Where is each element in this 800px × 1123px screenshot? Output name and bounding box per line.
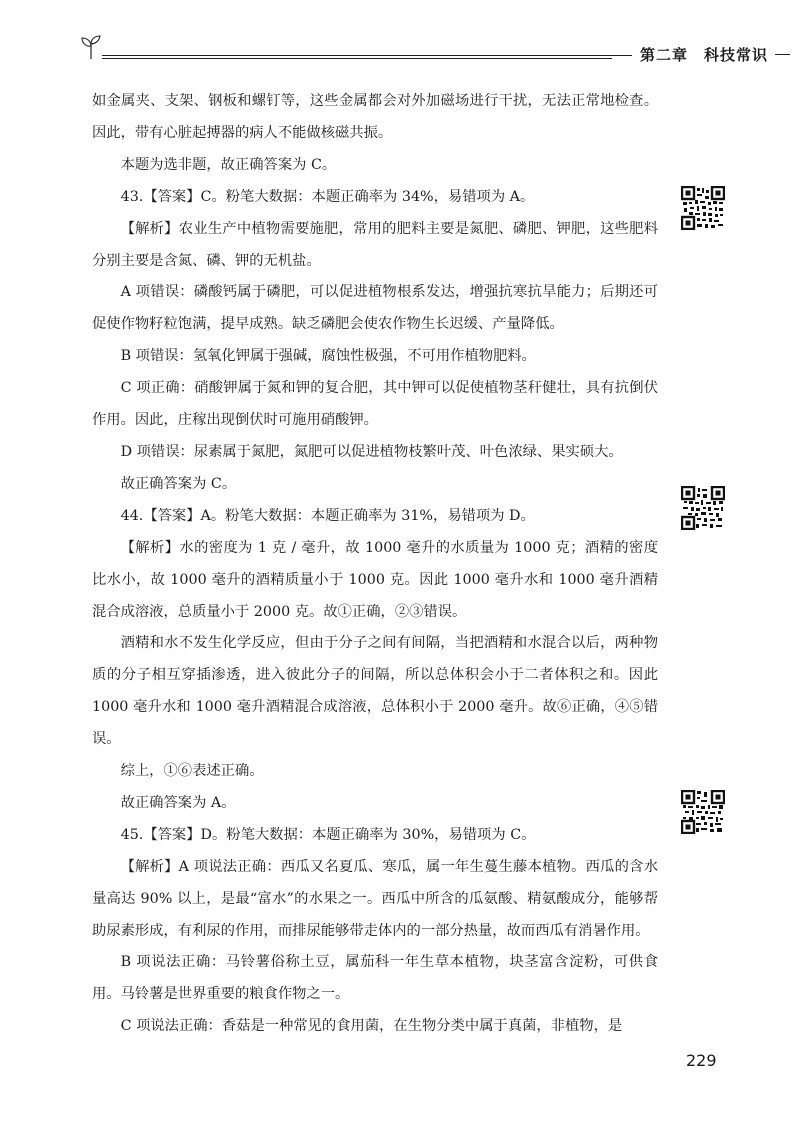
paragraph: 故正确答案为 C。 — [120, 475, 237, 492]
chapter-number: 第二章 — [640, 46, 689, 64]
answer-line-45: 45.【答案】D。粉笔大数据：本题正确率为 30%，易错项为 C。 — [120, 826, 536, 843]
analysis-45: 【解析】A 项说法正确：西瓜又名夏瓜、寒瓜，属一年生蔓生藤本植物。西瓜的含水量高达 90% 以上，是最“富水”的水果之一。西瓜中所含的瓜氨酸、精氨酸成分，能够帮助尿素形成，有利尿的作用，而排尿能够带走体内的一部分热量，故而西瓜有消暑作用。 — [92, 858, 658, 939]
qr-code-graphic — [681, 186, 725, 230]
paragraph: 酒精和水不发生化学反应，但由于分子之间有间隔，当把酒精和水混合以后，两种物质的分子相互穿插渗透，进入彼此分子的间隔，所以总体积会小于二者体积之和。因此 1000 毫升水和 1000 毫升酒精混合成溶液，总体积小于 2000 毫升。故⑥正确，④⑤错误。 — [92, 635, 658, 748]
paragraph: C 项正确：硝酸钾属于氮和钾的复合肥，其中钾可以促使植物茎秆健壮，具有抗倒伏作用。因此，庄稼出现倒伏时可施用硝酸钾。 — [92, 380, 658, 429]
qr-code-icon[interactable] — [681, 790, 725, 834]
answer-explanations — [92, 86, 658, 1043]
qr-code-graphic — [681, 486, 725, 530]
paragraph: B 项错误：氢氧化钾属于强碱，腐蚀性极强，不可用作植物肥料。 — [120, 348, 536, 365]
paragraph: B 项说法正确：马铃薯俗称土豆，属茄科一年生草本植物，块茎富含淀粉，可供食用。马铃薯是世界重要的粮食作物之一。 — [92, 954, 658, 1003]
paragraph: D 项错误：尿素属于氮肥，氮肥可以促进植物枝繁叶茂、叶色浓绿、果实硕大。 — [120, 443, 623, 460]
paragraph: 本题为选非题，故正确答案为 C。 — [120, 156, 337, 173]
chapter-title: 科技常识 — [704, 46, 769, 64]
header-rule-right — [775, 54, 790, 55]
running-header — [80, 30, 790, 70]
answer-line-44: 44.【答案】A。粉笔大数据：本题正确率为 31%，易错项为 D。 — [120, 507, 535, 524]
paragraph: 综上，①⑥表述正确。 — [120, 763, 264, 780]
header-rule-left-thin — [102, 58, 612, 59]
paragraph: 故正确答案为 A。 — [120, 794, 236, 811]
answer-line-43: 43.【答案】C。粉笔大数据：本题正确率为 34%，易错项为 A。 — [120, 188, 535, 205]
paragraph: 如金属夹、支架、钢板和螺钉等，这些金属都会对外加磁场进行干扰，无法正常地检查。因此，带有心脏起搏器的病人不能做核磁共振。 — [92, 93, 658, 141]
qr-code-icon[interactable] — [681, 486, 725, 530]
sprout-icon — [80, 34, 102, 60]
qr-code-graphic — [681, 790, 725, 834]
page-number: 229 — [686, 1051, 717, 1070]
chapter-label — [640, 44, 768, 65]
header-rule-left — [102, 55, 632, 56]
paragraph: C 项说法正确：香菇是一种常见的食用菌，在生物分类中属于真菌，非植物，是 — [120, 1018, 623, 1035]
qr-code-icon[interactable] — [681, 186, 725, 230]
analysis-43: 【解析】农业生产中植物需要施肥，常用的肥料主要是氮肥、磷肥、钾肥，这些肥料分别主要是含氮、磷、钾的无机盐。 — [92, 220, 658, 269]
analysis-44: 【解析】水的密度为 1 克 / 毫升，故 1000 毫升的水质量为 1000 克；酒精的密度比水小，故 1000 毫升的酒精质量小于 1000 克。因此 1000 毫升水和 1000 毫升酒精混合成溶液，总质量小于 2000 克。故①正确，②③错误。 — [92, 539, 658, 620]
paragraph: A 项错误：磷酸钙属于磷肥，可以促进植物根系发达，增强抗寒抗旱能力；后期还可促使作物籽粒饱满，提早成熟。缺乏磷肥会使农作物生长迟缓、产量降低。 — [92, 284, 658, 333]
